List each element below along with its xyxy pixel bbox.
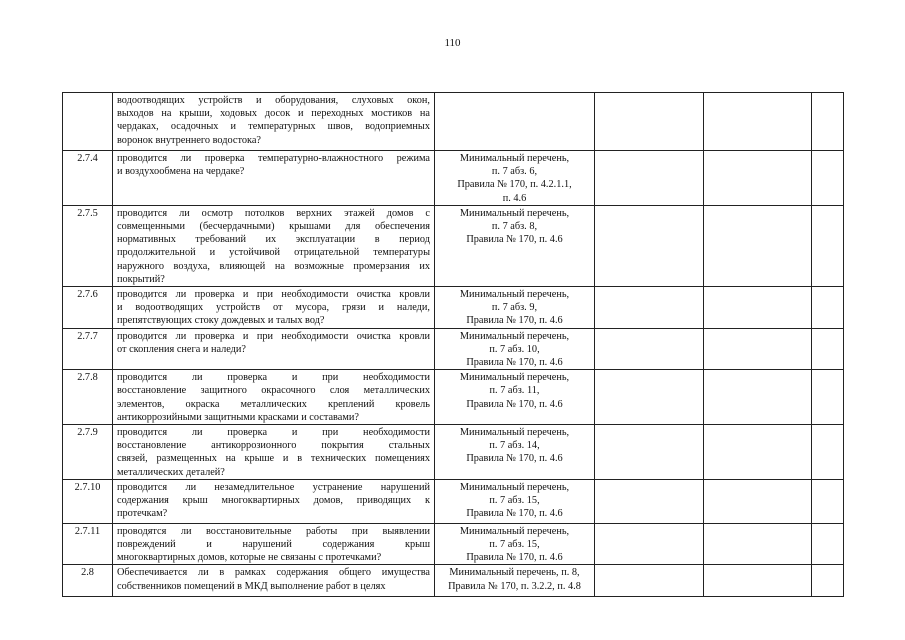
answer-na-cell[interactable]	[812, 479, 844, 523]
reference-line: Правила № 170, п. 4.6	[466, 357, 563, 369]
row-number: 2.7.6	[63, 287, 113, 329]
question-cell	[113, 205, 435, 286]
reference-line: п. 7 абз. 10,	[489, 343, 540, 355]
question-line: металлических деталей?	[117, 466, 225, 478]
answer-na-cell[interactable]	[812, 370, 844, 425]
question-line: выходов на крыши, ходовых досок и переходных мостиков на	[117, 108, 430, 120]
row-number: 2.7.7	[63, 328, 113, 370]
reference-line: Правила № 170, п. 3.2.2, п. 4.8	[448, 580, 581, 592]
question-line: проводится ли проверка и при необходимости очистка кровли	[117, 330, 430, 342]
table-row	[63, 93, 844, 151]
question-line: совмещенными (бесчердачными) крышами для обеспечения	[117, 221, 430, 233]
answer-na-cell[interactable]	[812, 523, 844, 565]
answer-yes-cell[interactable]	[595, 287, 704, 329]
answer-no-cell[interactable]	[704, 287, 812, 329]
question-line: и водоотводящих устройств от мусора, грязи и наледи,	[117, 302, 430, 314]
question-line: продолжительной и устойчивой отрицательной температуры	[117, 247, 430, 259]
question-line: проводится ли проверка температурно-влажностного режима	[117, 153, 430, 164]
answer-no-cell[interactable]	[704, 425, 812, 480]
table-row	[63, 151, 844, 206]
table-row	[63, 565, 844, 597]
table-row	[63, 328, 844, 370]
answer-no-cell[interactable]	[704, 93, 812, 151]
question-line: содержания крыш многоквартирных домов, приводящих к	[117, 495, 430, 507]
question-cell	[113, 523, 435, 565]
answer-yes-cell[interactable]	[595, 205, 704, 286]
page-number: 110	[444, 37, 461, 49]
reference-line: Правила № 170, п. 4.2.1.1,	[457, 179, 572, 191]
answer-no-cell[interactable]	[704, 151, 812, 206]
reference-cell	[435, 370, 595, 425]
reference-line: Правила № 170, п. 4.6	[466, 552, 563, 564]
answer-no-cell[interactable]	[704, 205, 812, 286]
question-cell	[113, 425, 435, 480]
question-line: водоотводящих устройств и оборудования, слуховых окон,	[117, 95, 430, 106]
reference-line: Минимальный перечень,	[459, 153, 570, 164]
answer-no-cell[interactable]	[704, 328, 812, 370]
reference-cell	[435, 479, 595, 523]
table-row	[63, 523, 844, 565]
reference-line: п. 7 абз. 6,	[491, 166, 538, 178]
answer-yes-cell[interactable]	[595, 479, 704, 523]
reference-line: п. 7 абз. 15,	[489, 495, 540, 507]
question-cell	[113, 479, 435, 523]
answer-yes-cell[interactable]	[595, 370, 704, 425]
question-line: наружного воздуха, влияющей на возможные промерзания их	[117, 260, 430, 272]
reference-cell	[435, 425, 595, 480]
reference-cell	[435, 287, 595, 329]
answer-no-cell[interactable]	[704, 370, 812, 425]
reference-line: п. 7 абз. 9,	[491, 302, 538, 314]
reference-line: Минимальный перечень, п. 8,	[449, 567, 580, 579]
row-number: 2.8	[63, 565, 113, 597]
reference-cell	[435, 151, 595, 206]
question-line: восстановление антикоррозионного покрытия стальных	[117, 440, 430, 452]
answer-yes-cell[interactable]	[595, 565, 704, 597]
answer-yes-cell[interactable]	[595, 328, 704, 370]
reference-line: п. 4.6	[502, 192, 527, 204]
row-number	[63, 93, 113, 151]
answer-na-cell[interactable]	[812, 287, 844, 329]
answer-na-cell[interactable]	[812, 205, 844, 286]
row-number: 2.7.5	[63, 205, 113, 286]
question-line: элементов, окраска металлических креплений кровель	[117, 398, 430, 410]
question-line: воронок внутреннего водостока?	[117, 134, 261, 146]
answer-no-cell[interactable]	[704, 479, 812, 523]
table-row	[63, 205, 844, 286]
reference-line: Минимальный перечень,	[459, 525, 570, 537]
question-cell	[113, 93, 435, 151]
row-number: 2.7.4	[63, 151, 113, 206]
table-row	[63, 425, 844, 480]
reference-cell	[435, 93, 595, 151]
row-number: 2.7.8	[63, 370, 113, 425]
question-line: повреждений и нарушений содержания крыш	[117, 539, 430, 551]
row-number: 2.7.10	[63, 479, 113, 523]
reference-line: Правила № 170, п. 4.6	[466, 398, 563, 410]
question-line: проводится ли проверка и при необходимости	[117, 372, 430, 384]
question-line: связей, размещенных на крыше и в технических помещениях	[117, 453, 430, 465]
table-row	[63, 370, 844, 425]
question-line: собственников помещений в МКД выполнение работ в целях	[117, 580, 386, 592]
question-line: препятствующих стоку дождевых и талых вод?	[117, 315, 325, 327]
table-row	[63, 287, 844, 329]
answer-no-cell[interactable]	[704, 523, 812, 565]
answer-yes-cell[interactable]	[595, 151, 704, 206]
answer-yes-cell[interactable]	[595, 425, 704, 480]
question-line: проводится ли осмотр потолков верхних этажей домов с	[117, 207, 430, 219]
reference-line: Минимальный перечень,	[459, 427, 570, 439]
reference-line: п. 7 абз. 11,	[489, 385, 540, 397]
question-line: и воздухообмена на чердаке?	[117, 166, 245, 178]
table-row	[63, 479, 844, 523]
checklist-table-body	[63, 93, 844, 597]
reference-line: Правила № 170, п. 4.6	[466, 234, 563, 246]
question-cell	[113, 328, 435, 370]
reference-line: Минимальный перечень,	[459, 330, 570, 342]
reference-line: Правила № 170, п. 4.6	[466, 453, 563, 465]
reference-line: п. 7 абз. 8,	[491, 221, 538, 233]
question-line: Обеспечивается ли в рамках содержания общего имущества	[117, 567, 430, 579]
question-cell	[113, 287, 435, 329]
reference-line: п. 7 абз. 14,	[489, 440, 540, 452]
reference-line: Минимальный перечень,	[459, 207, 570, 219]
answer-na-cell[interactable]	[812, 565, 844, 597]
question-cell	[113, 565, 435, 597]
checklist-table	[62, 92, 844, 597]
reference-line: Минимальный перечень,	[459, 372, 570, 384]
question-line: проводится ли проверка и при необходимости	[117, 427, 430, 439]
reference-line: Правила № 170, п. 4.6	[466, 315, 563, 327]
answer-yes-cell[interactable]	[595, 93, 704, 151]
question-line: проводятся ли восстановительные работы при выявлении	[117, 525, 430, 537]
question-line: восстановление защитного окрасочного слоя металлических	[117, 385, 430, 397]
row-number: 2.7.11	[63, 523, 113, 565]
question-line: покрытий?	[117, 273, 165, 285]
question-line: от скопления снега и наледи?	[117, 343, 247, 355]
reference-line: Минимальный перечень,	[459, 289, 570, 301]
reference-cell	[435, 565, 595, 597]
answer-na-cell[interactable]	[812, 328, 844, 370]
question-cell	[113, 151, 435, 206]
question-line: нормативных требований их эксплуатации в период	[117, 234, 430, 246]
question-line: проводится ли проверка и при необходимости очистка кровли	[117, 289, 430, 301]
question-line: антикоррозийными защитными красками и составами?	[117, 411, 359, 423]
reference-cell	[435, 523, 595, 565]
answer-na-cell[interactable]	[812, 425, 844, 480]
answer-na-cell[interactable]	[812, 93, 844, 151]
answer-na-cell[interactable]	[812, 151, 844, 206]
question-cell	[113, 370, 435, 425]
question-line: чердаках, осадочных и температурных швов, водоприемных	[117, 121, 430, 133]
question-line: протечкам?	[117, 508, 168, 520]
reference-line: п. 7 абз. 15,	[489, 539, 540, 551]
row-number: 2.7.9	[63, 425, 113, 480]
reference-cell	[435, 328, 595, 370]
reference-line: Правила № 170, п. 4.6	[466, 508, 563, 520]
question-line: многоквартирных домов, которые не связаны с протечками?	[117, 552, 382, 564]
reference-line: Минимальный перечень,	[459, 481, 570, 493]
answer-no-cell[interactable]	[704, 565, 812, 597]
answer-yes-cell[interactable]	[595, 523, 704, 565]
question-line: проводится ли незамедлительное устранение нарушений	[117, 481, 430, 493]
reference-cell	[435, 205, 595, 286]
